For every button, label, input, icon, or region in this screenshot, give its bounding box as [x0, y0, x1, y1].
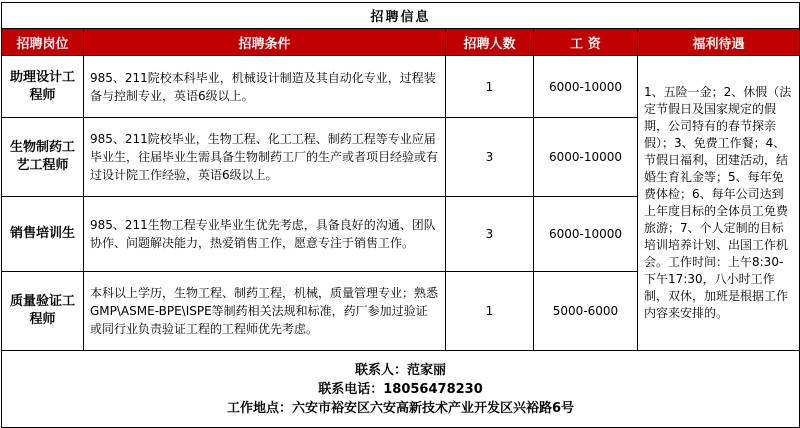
welfare-cell: 1、五险一金；2、休假（法定节假日及国家规定的假期，公司特有的春节探亲假）；3、免费工作餐；4、节假日福利，团建活动，结婚生育礼金等；5、每年免费体检；6、每年公司达到上年度目标的全体员工免费旅游；7、个人定制的目标培训培养计划、出国工作机会。工作时间：上午8:30-下午17:30，八小时工作制，双休，加班是根据工作内容来安排的。: [638, 56, 800, 351]
requirements-cell: 985、211院校本科毕业，机械设计制造及其自动化专业，过程装备与控制专业，英语6级以上。: [84, 56, 446, 118]
position-cell: 销售培训生: [2, 197, 84, 272]
position-cell: 助理设计工程师: [2, 56, 84, 118]
salary-cell: 6000-10000: [534, 197, 638, 272]
count-cell: 1: [446, 272, 534, 351]
header-position: 招聘岗位: [2, 29, 84, 56]
contact-phone: 联系电话：18056478230: [318, 381, 483, 397]
count-cell: 1: [446, 56, 534, 118]
header-row: [2, 29, 800, 56]
header-count: 招聘人数: [446, 29, 534, 56]
salary-cell: 6000-10000: [534, 56, 638, 118]
count-cell: 3: [446, 118, 534, 197]
contact-person: 联系人：范家丽: [354, 362, 446, 378]
salary-cell: 5000-6000: [534, 272, 638, 351]
requirements-cell: 本科以上学历，生物工程、制药工程，机械，质量管理专业；熟悉GMP\ASME-BPE\ISPE等制药相关法规和标准，药厂参加过验证或同行业负责验证工程的工程师优先考虑。: [84, 272, 446, 351]
header-salary: 工 资: [534, 29, 638, 56]
work-address: 工作地点：六安市裕安区六安高新技术产业开发区兴裕路6号: [226, 400, 575, 416]
count-cell: 3: [446, 197, 534, 272]
requirements-cell: 985、211院校毕业，生物工程、化工工程、制药工程等专业应届毕业生，往届毕业生需具备生物制药工厂的生产或者项目经验或有过设计院工作经验，英语6级以上。: [84, 118, 446, 197]
position-cell: 生物制药工艺工程师: [2, 118, 84, 197]
title-row: [2, 3, 800, 29]
table-row: [2, 56, 800, 118]
footer-row: [2, 351, 800, 428]
recruitment-table: [1, 2, 800, 428]
salary-cell: 6000-10000: [534, 118, 638, 197]
sheet-title: 招聘信息: [2, 3, 800, 29]
header-requirements: 招聘条件: [84, 29, 446, 56]
header-welfare: 福利待遇: [638, 29, 800, 56]
footer-cell: [2, 351, 800, 428]
requirements-cell: 985、211生物工程专业毕业生优先考虑，具备良好的沟通、团队协作、问题解决能力，热爱销售工作，愿意专注于销售工作。: [84, 197, 446, 272]
position-cell: 质量验证工程师: [2, 272, 84, 351]
